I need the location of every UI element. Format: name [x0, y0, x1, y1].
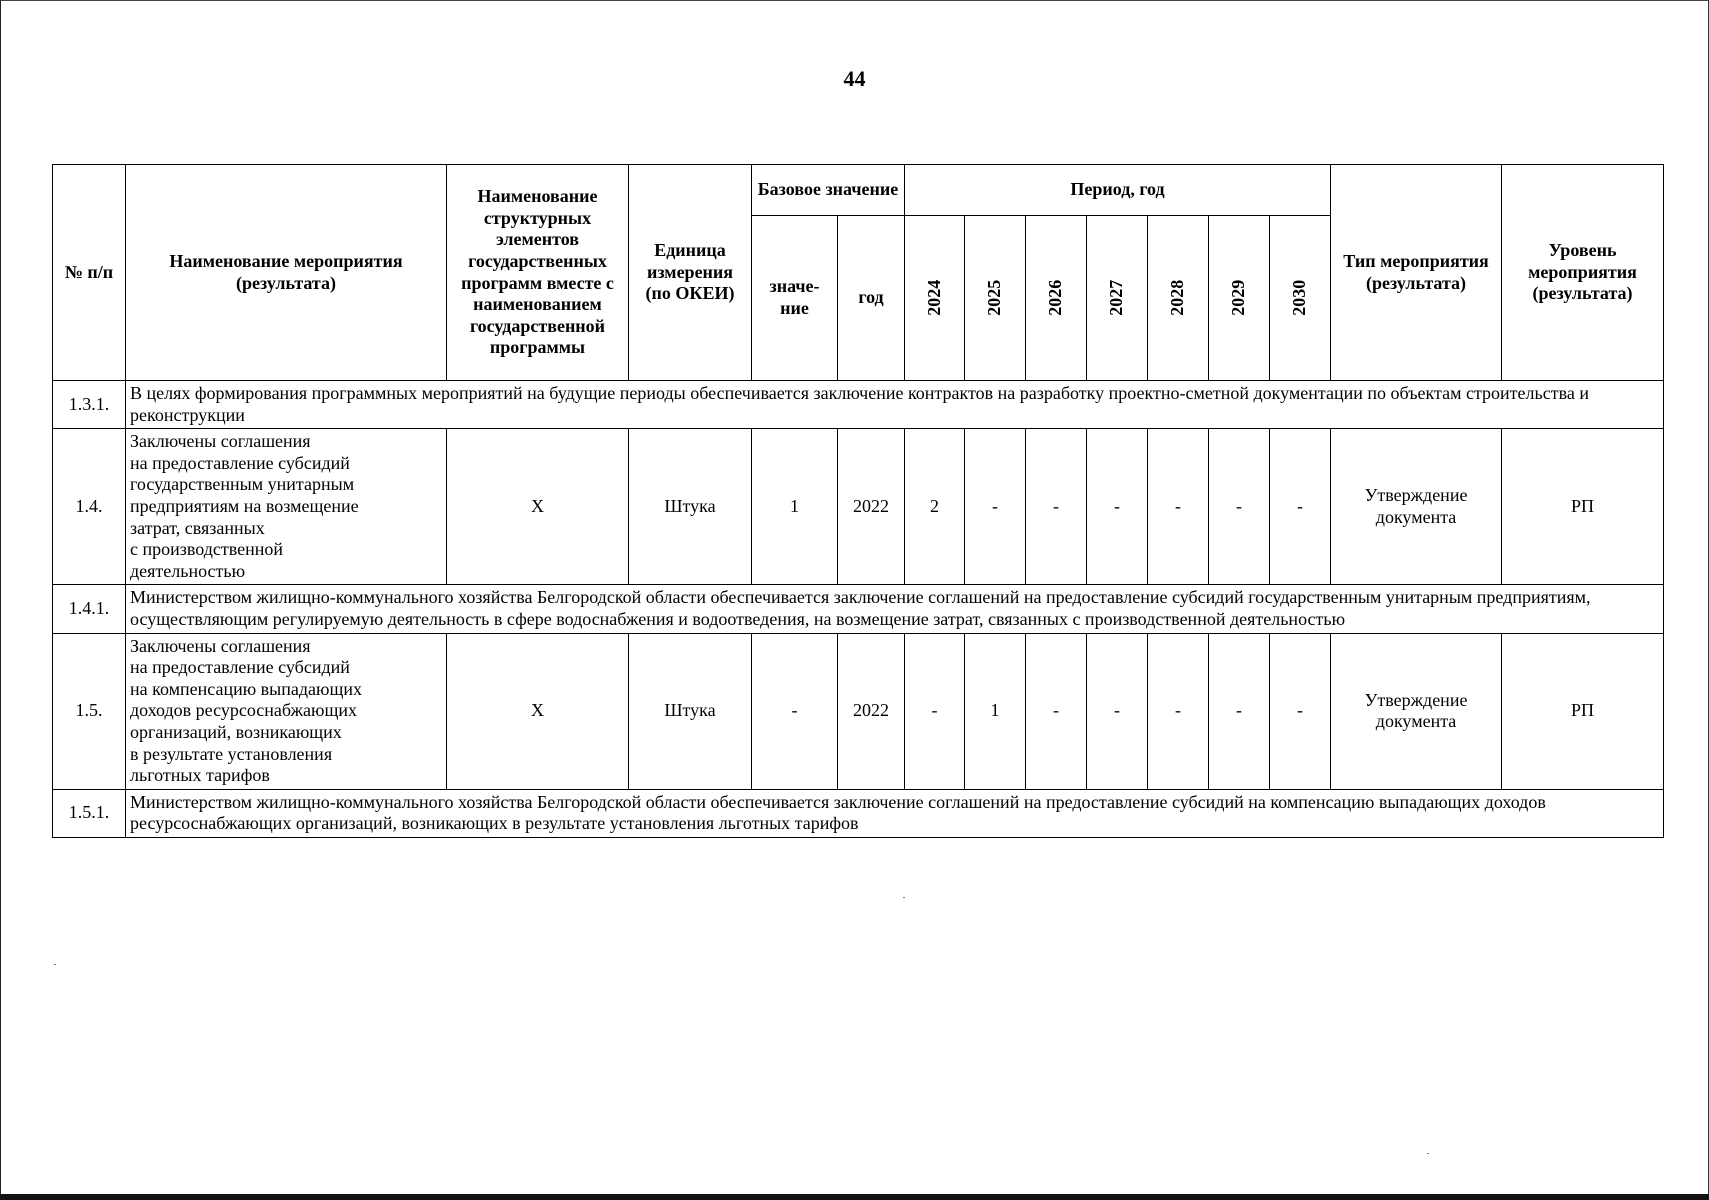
item-type: Утверждение документа — [1331, 633, 1502, 789]
row-number: 1.4.1. — [53, 585, 126, 633]
header-base-year: год — [838, 216, 905, 381]
item-year-2025: 1 — [965, 633, 1026, 789]
table-row-item — [53, 429, 1664, 585]
header-type: Тип мероприятия (результата) — [1331, 165, 1502, 381]
row-number: 1.5. — [53, 633, 126, 789]
item-year-2030: - — [1270, 429, 1331, 585]
header-year-2027: 2027 — [1087, 216, 1148, 381]
scan-speck — [1427, 1153, 1429, 1154]
row-number: 1.3.1. — [53, 381, 126, 429]
header-year-2030: 2030 — [1270, 216, 1331, 381]
row-description: Министерством жилищно-коммунального хозяйства Белгородской области обеспечивается заключение соглашений на предоставление субсидий на компенсацию выпадающих доходов ресурсоснабжающих организаций, возникающих в результате установления льготных тарифов — [126, 789, 1664, 837]
header-year-2026: 2026 — [1026, 216, 1087, 381]
item-year-2030: - — [1270, 633, 1331, 789]
item-year-2024: 2 — [905, 429, 965, 585]
header-name: Наименование мероприятия (результата) — [126, 165, 447, 381]
header-year-2024: 2024 — [905, 216, 965, 381]
item-base-year: 2022 — [838, 633, 905, 789]
header-year-2029: 2029 — [1209, 216, 1270, 381]
header-num: № п/п — [53, 165, 126, 381]
header-level: Уровень мероприятия (результата) — [1502, 165, 1664, 381]
scan-speck — [903, 897, 905, 898]
item-structural: Х — [447, 429, 629, 585]
item-year-2026: - — [1026, 429, 1087, 585]
item-base-value: 1 — [752, 429, 838, 585]
header-structural: Наименование структурных элементов государственных программ вместе с наименованием государственной программы — [447, 165, 629, 381]
item-unit: Штука — [629, 633, 752, 789]
events-table — [52, 164, 1664, 838]
item-year-2028: - — [1148, 633, 1209, 789]
scan-bottom-edge — [0, 1194, 1709, 1200]
item-year-2025: - — [965, 429, 1026, 585]
item-level: РП — [1502, 429, 1664, 585]
item-year-2026: - — [1026, 633, 1087, 789]
table-row-description — [53, 789, 1664, 837]
item-year-2027: - — [1087, 429, 1148, 585]
row-number: 1.5.1. — [53, 789, 126, 837]
item-unit: Штука — [629, 429, 752, 585]
header-base-value: значе-ние — [752, 216, 838, 381]
scan-speck — [54, 964, 56, 965]
item-name: Заключены соглашения на предоставление субсидий на компенсацию выпадающих доходов ресурсоснабжающих организаций, возникающих в результате установления льготных тарифов — [126, 633, 447, 789]
item-year-2029: - — [1209, 429, 1270, 585]
header-unit: Единица измерения (по ОКЕИ) — [629, 165, 752, 381]
item-structural: Х — [447, 633, 629, 789]
page-number: 44 — [843, 66, 866, 91]
table-row-description — [53, 585, 1664, 633]
table-header — [53, 165, 1664, 381]
table-row-item — [53, 633, 1664, 789]
row-description: Министерством жилищно-коммунального хозяйства Белгородской области обеспечивается заключение соглашений на предоставление субсидий государственным унитарным предприятиям, осуществляющим регулируемую деятельность в сфере водоснабжения и водоотведения, на возмещение затрат, связанных с производственной деятельностью — [126, 585, 1664, 633]
table-body — [53, 381, 1664, 838]
item-year-2027: - — [1087, 633, 1148, 789]
header-year-2028: 2028 — [1148, 216, 1209, 381]
header-base: Базовое значение — [752, 165, 905, 216]
item-base-year: 2022 — [838, 429, 905, 585]
row-description: В целях формирования программных мероприятий на будущие периоды обеспечивается заключение контрактов на разработку проектно-сметной документации по объектам строительства и реконструкции — [126, 381, 1664, 429]
item-base-value: - — [752, 633, 838, 789]
item-type: Утверждение документа — [1331, 429, 1502, 585]
item-year-2029: - — [1209, 633, 1270, 789]
header-period: Период, год — [905, 165, 1331, 216]
item-year-2028: - — [1148, 429, 1209, 585]
table-row-description — [53, 381, 1664, 429]
item-year-2024: - — [905, 633, 965, 789]
header-year-2025: 2025 — [965, 216, 1026, 381]
item-level: РП — [1502, 633, 1664, 789]
row-number: 1.4. — [53, 429, 126, 585]
item-name: Заключены соглашения на предоставление субсидий государственным унитарным предприятиям на возмещение затрат, связанных с производственной деятельностью — [126, 429, 447, 585]
